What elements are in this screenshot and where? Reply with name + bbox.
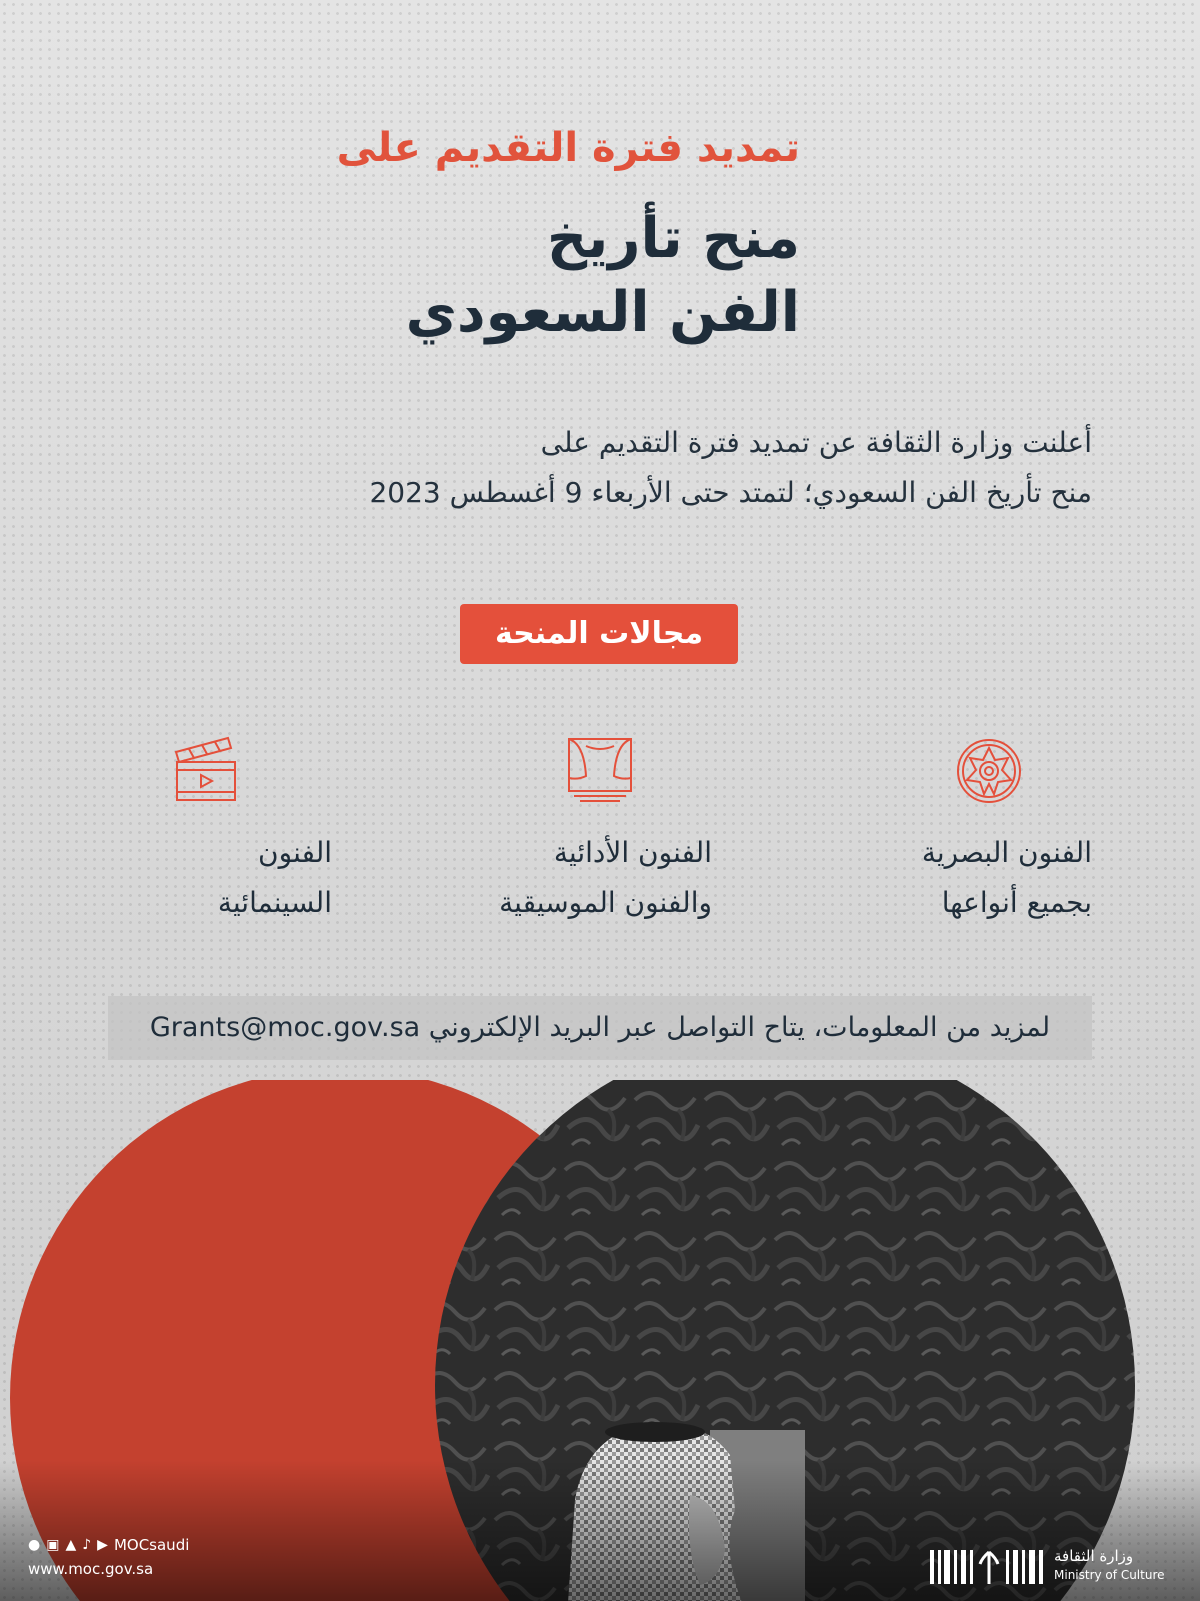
intro-paragraph (108, 418, 1092, 518)
grant-fields-badge: مجالات المنحة (460, 604, 738, 664)
figure-agal (605, 1422, 705, 1442)
instagram-icon[interactable]: ▣ (46, 1537, 60, 1553)
artwork-illustration (0, 1080, 1200, 1601)
tiktok-icon[interactable]: ♪ (82, 1537, 92, 1553)
theater-stage-icon (566, 736, 634, 804)
snapchat-icon[interactable]: ▲ (65, 1537, 77, 1553)
category-cinematic-arts-line2: السينمائية (217, 886, 332, 919)
category-cinematic-arts (90, 828, 332, 928)
header-subtitle: تمديد فترة التقديم على (336, 125, 800, 171)
ministry-name-ar: وزارة الثقافة (1054, 1547, 1134, 1565)
header-title-line1: منح تأريخ (546, 206, 800, 271)
geometric-star-icon (956, 738, 1022, 804)
category-visual-arts-line1: الفنون البصرية (921, 836, 1092, 869)
category-performing-arts-line2: والفنون الموسيقية (499, 886, 712, 919)
social-handle[interactable]: MOCsaudi (113, 1536, 190, 1554)
contact-email[interactable]: Grants@moc.gov.sa (149, 1012, 421, 1043)
ministry-name-en: Ministry of Culture (1054, 1568, 1165, 1582)
film-clapperboard-icon (174, 734, 240, 804)
header-title-line2: الفن السعودي (405, 280, 800, 345)
contact-banner (108, 996, 1092, 1060)
youtube-icon[interactable]: ▶ (97, 1537, 108, 1553)
ministry-logo (930, 1546, 1170, 1590)
ministry-logo-icon (930, 1546, 1048, 1586)
category-performing-arts-line1: الفنون الأدائية (553, 836, 712, 869)
category-cinematic-arts-line1: الفنون (258, 836, 332, 869)
website-link[interactable]: www.moc.gov.sa (28, 1560, 154, 1578)
twitter-icon[interactable]: ● (28, 1537, 41, 1553)
category-visual-arts-line2: بجميع أنواعها (941, 886, 1092, 919)
intro-line2: منح تأريخ الفن السعودي؛ لتمتد حتى الأربعاء 9 أغسطس 2023 (369, 476, 1092, 509)
social-links (28, 1536, 189, 1554)
category-visual-arts (850, 828, 1092, 928)
category-performing-arts (470, 828, 712, 928)
contact-text: لمزيد من المعلومات، يتاح التواصل عبر البريد الإلكتروني (428, 1012, 1051, 1043)
intro-line1: أعلنت وزارة الثقافة عن تمديد فترة التقديم على (540, 426, 1092, 459)
